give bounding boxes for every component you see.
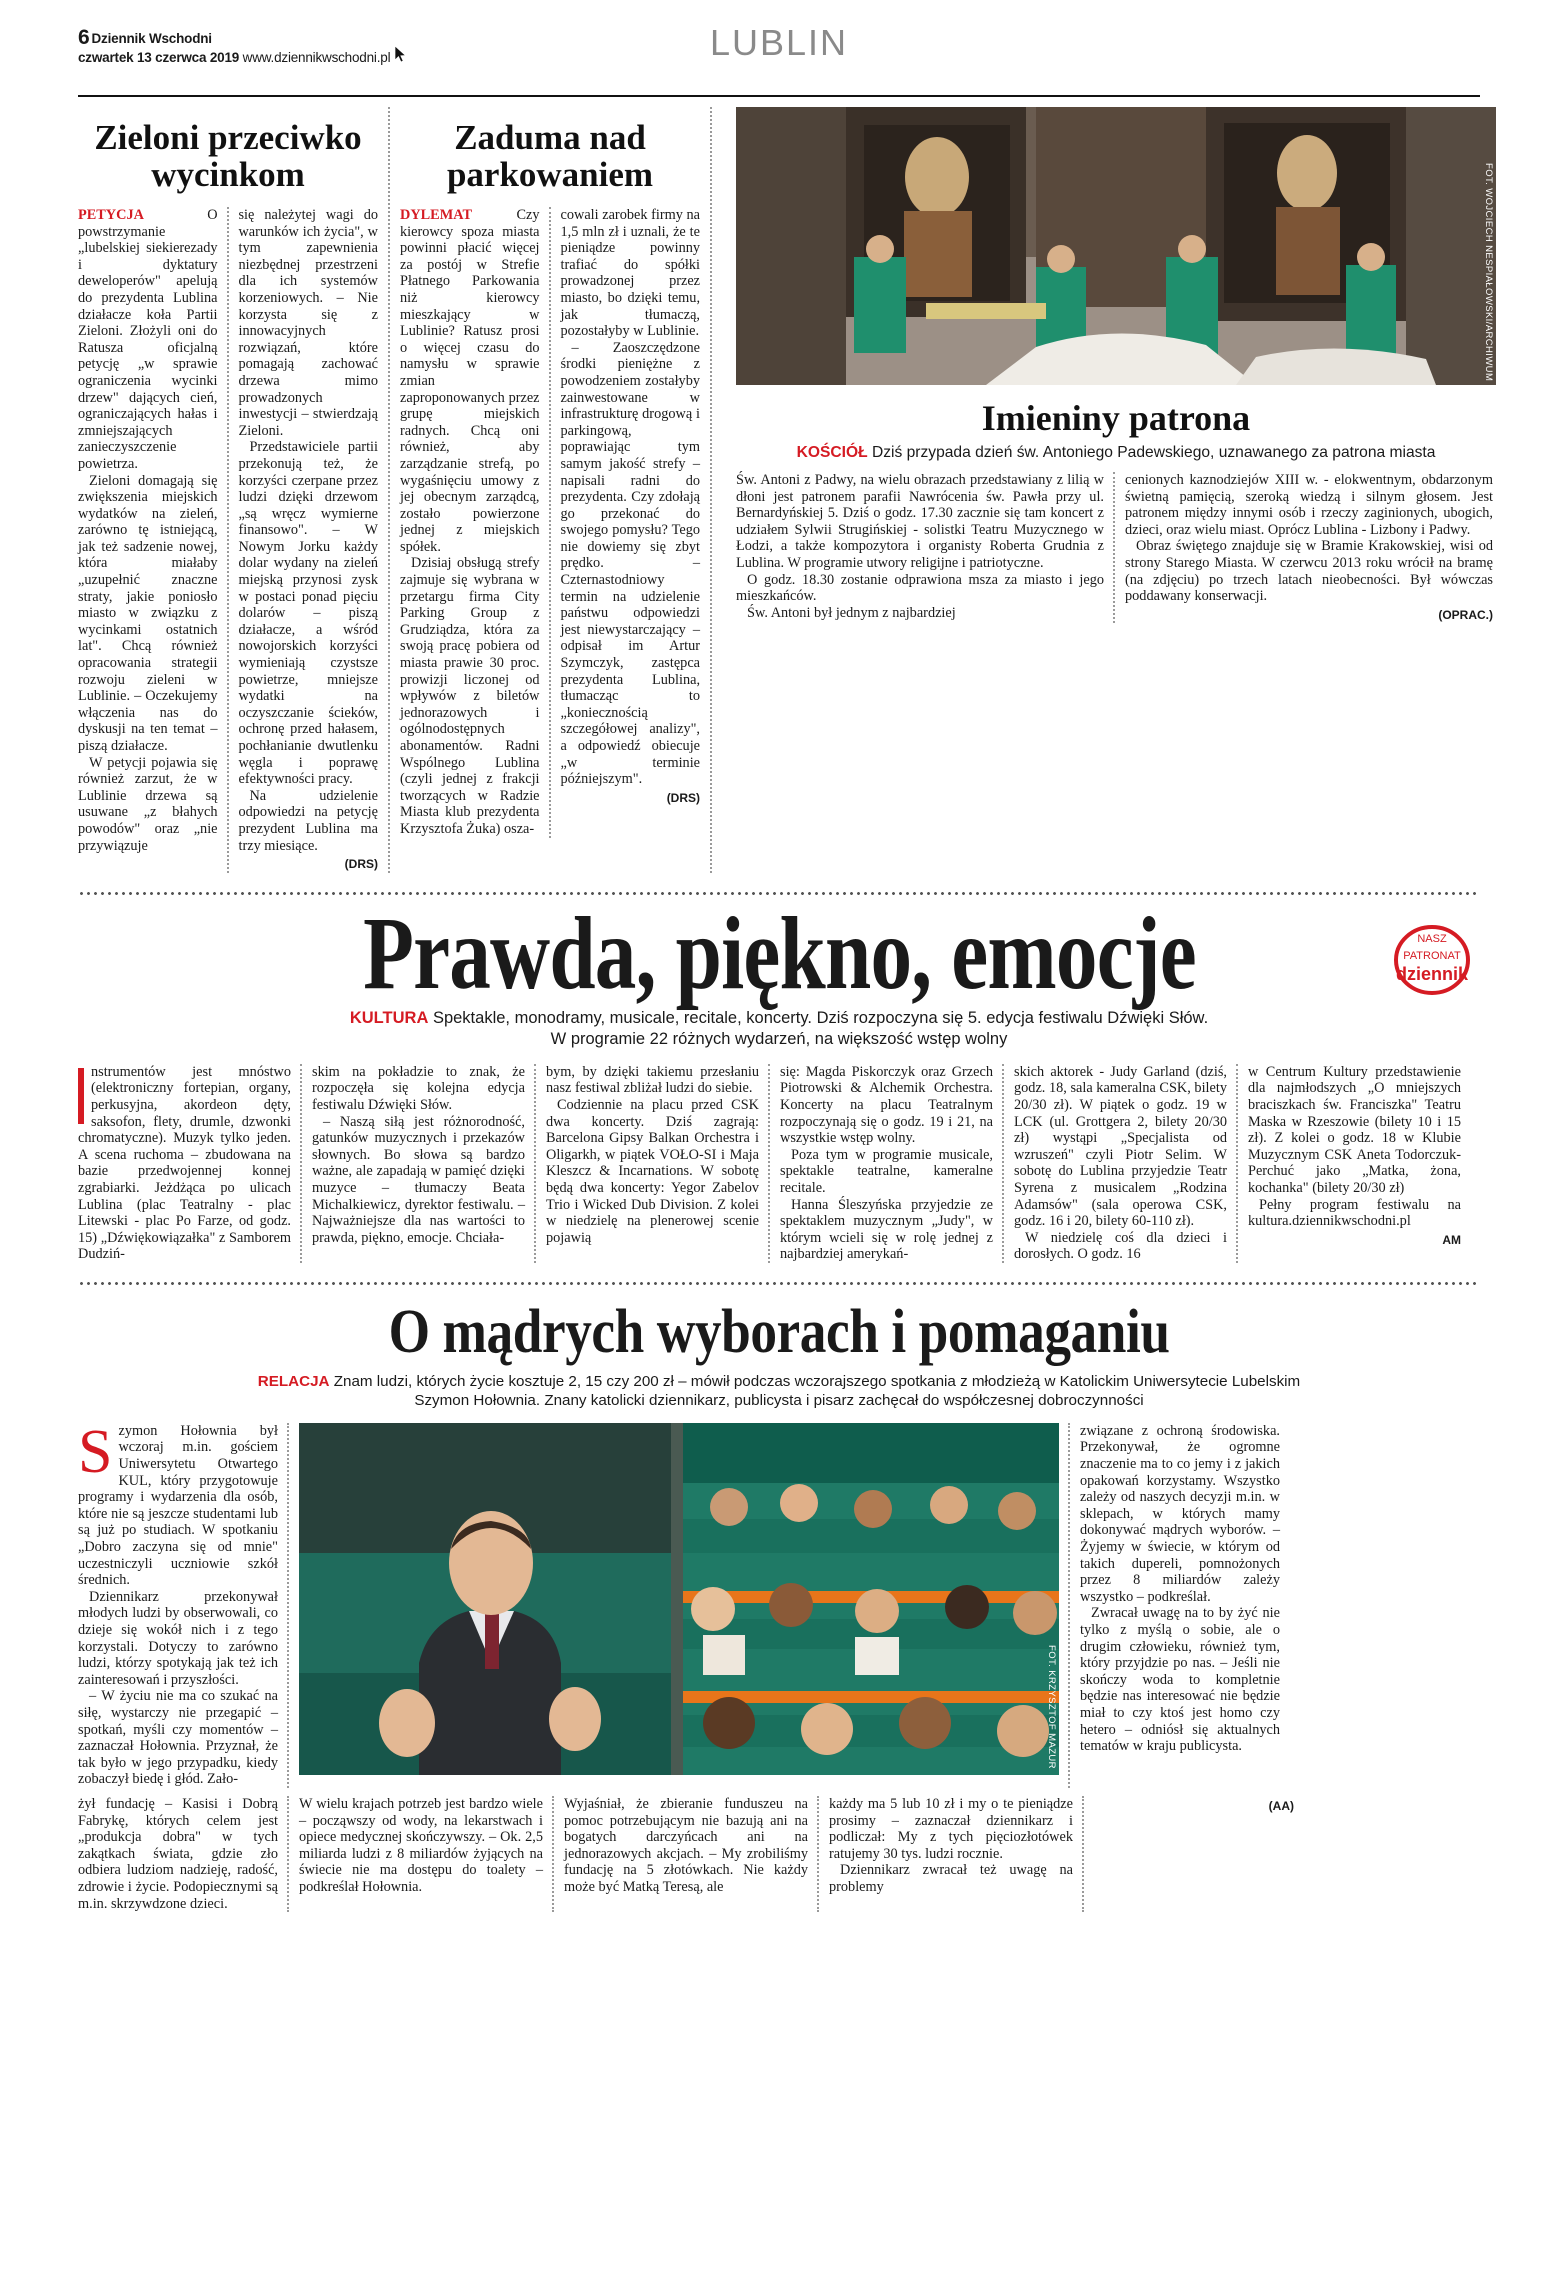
top-article-block <box>78 107 1494 873</box>
article-kicker: KOŚCIÓŁ <box>796 444 868 461</box>
page-number: 6 <box>78 26 90 49</box>
column-divider <box>287 1796 290 1912</box>
paragraph-text: W petycji pojawia się również zarzut, że w Lublinie drzewa są usuwane „z błahych powodów" oraz „nie przywiązuje <box>78 754 218 854</box>
svg-text:dziennik: dziennik <box>1395 963 1469 984</box>
column-divider <box>1068 1423 1071 1788</box>
paragraph-text: Zieloni domagają się zwiększenia miejskich wydatków na zieleń, zarówno tę istniejącą, jak też sadzenie nowej, która miałaby „uzupełnić znaczne straty, jakie poniosło miasto w związku z wycinkami ostatnich lat". Chcą również opracowania strategii rozwoju zieleni w Lublinie. – Oczekujemy włączenia nas do dyskusji na ten temat – piszą działacze. <box>78 472 218 754</box>
feature2-lead <box>78 1372 1480 1411</box>
photo-credit: FOT. WOJCIECH NESPIAŁOWSKI/ARCHIWUM <box>1483 162 1494 381</box>
feature2-column <box>78 1796 278 1912</box>
lead-text: Dziś przypada dzień św. Antoniego Padewskiego, uznawanego za patrona miasta <box>871 444 1436 461</box>
paragraph-text: – Zaoszczędzone środki pieniężne z powodzeniem zostałyby zainwestowane w infrastrukturę drogową i parkingową, poprawiając tym samym jakość strefy – napisali radni do prezydenta. Czy zdołają go przekonać do swojego pomysłu? Tego nie dowiemy się zbyt prędko. – Czternastodniowy termin na udzielenie państwu odpowiedzi jest niewystarczający – odpisał im Artur Szymczyk, zastępca prezydenta Lublina, tłumacząc to „koniecznością szczegółowej analizy", a odpowiedź obiecuje „w terminie późniejszym". <box>560 339 701 788</box>
issue-date: czwartek 13 czerwca 2019 <box>78 49 240 65</box>
feature-column <box>780 1064 993 1263</box>
lead-line-2: Szymon Hołownia. Znany katolicki dziennikarz, publicysta i pisarz zachęcał do współczesnej dobroczynności <box>414 1392 1144 1410</box>
article-kicker: PETYCJA <box>78 207 144 223</box>
column-divider <box>1082 1796 1085 1912</box>
article-headline: Zaduma nad parkowaniem <box>446 118 654 194</box>
feature2-column <box>564 1796 808 1912</box>
paragraph-text: Pełny program festiwalu na kultura.dziennikwschodni.pl <box>1248 1196 1461 1230</box>
paragraph-text: W niedzielę coś dla dzieci i dorosłych. O godz. 16 <box>1014 1229 1227 1263</box>
photo-brama-krakowska <box>736 107 1496 385</box>
masthead-rule <box>78 95 1480 97</box>
article-headline: Zieloni przeciwko wycinkom <box>94 118 362 194</box>
article-column <box>78 207 218 873</box>
svg-text:NASZ: NASZ <box>1417 932 1447 945</box>
column-divider <box>1113 472 1116 623</box>
paragraph-text: Dziennikarz przekonywał młodych ludzi by obserwowali, co dzieje się wokół nich i z tego korzystali. Dotyczy to zarówno ludzi, którzy spotykają jak też ich zainteresowań i przyszłości. <box>78 1588 278 1688</box>
feature-body <box>78 1064 1480 1263</box>
feature2-column <box>78 1417 278 1788</box>
paragraph-text: się należytej wagi do warunków ich życia", w tym zapewnienia niezbędnej przestrzeni dla ich systemów korzeniowych. – Nie korzysta się z innowacyjnych rozwiązań, które pomagają zachować drzewa mimo prowadzonych inwestycji – stwierdzają Zieloni. <box>238 207 378 439</box>
column-divider <box>227 207 230 873</box>
paragraph-text: związane z ochroną środowiska. Przekonywał, że ogromne znaczenie ma to co jemy i z jakich opakowań korzystamy. Wszystko zależy od naszych decyzji m.in. w sklepach, w których mamy dokonywać mądrych wyborów. – Żyjemy w świecie, w którym od takich dupereli, pomnożonych przez 8 miliardów zależy wszystko – podkreślał. <box>1080 1422 1280 1605</box>
lead-line-1: Znam ludzi, których życie kosztuje 2, 15 czy 200 zł – mówił podczas wczorajszego spotkania z młodzieżą w Katolickim Uniwersytecie Lubelskim <box>333 1372 1301 1390</box>
feature2-headline: O mądrych wyborach i pomaganiu <box>388 1297 1170 1366</box>
paragraph-text: Zwracał uwagę na to by żyć nie tylko z myślą o sobie, ale o drugim człowieku, również tym, który przyjdzie po nas. – Jeśli nie skończy woda to kompletnie będzie nas interesować nie będzie miał to czy ktoś jest homo czy hetero – odniósł się aktualnych tematów w kraju publicysta. <box>1080 1605 1280 1755</box>
column-divider <box>710 107 712 873</box>
article-column <box>400 207 540 838</box>
article-signature: (OPRAC.) <box>1438 607 1493 622</box>
feature-headline-block <box>78 895 1480 1011</box>
paragraph-text: się: Magda Piskorczyk oraz Grzech Piotrowski & Alchemik Orchestra. Koncerty na placu Teatralnym rozpoczynają się o godz. 19 i 21, na wszystkie wstęp wolny. <box>780 1063 993 1147</box>
column-divider <box>300 1064 303 1263</box>
paragraph-text: Hanna Śleszyńska przyjedzie ze spektaklem muzycznym „Judy", w którym wcieli się w rolę jednej z najbardziej amerykań- <box>780 1196 993 1263</box>
column-divider <box>534 1064 537 1263</box>
feature2-column <box>299 1796 543 1912</box>
feature-column <box>1014 1064 1227 1263</box>
paragraph-text: O powstrzymanie „lubelskiej siekierezady i dyktatury deweloperów" apelują do prezydenta Lublina działacze koła Partii Zieloni. Złożyli oni do Ratusza oficjalną petycję „w sprawie ograniczenia wycinki drzew" dających cień, ograniczających hałas i zmniejszających zanieczyszczenie powietrza. <box>78 207 218 472</box>
paragraph-text: skich aktorek - Judy Garland (dziś, godz. 18, sala kameralna CSK, bilety 20/30 zł). W piątek o godz. 19 w LCK (ul. Grottgera 2, bilety 20/30 zł) wystąpi „Specjalista od wzruszeń" czyli Piotr Selim. W sobotę do Lublina przyjedzie Teatr Syrena z musicalem „Rodzina Adamsów" (sala operowa CSK, godz. 16 i 20, bilety 60-110 zł). <box>1014 1063 1227 1230</box>
feature-column <box>546 1064 759 1263</box>
paragraph-text: – Naszą siłą jest różnorodność, gatunków muzycznych i przekazów słownych. Bo słowa są bardzo ważne, ale zapadają w pamięć dzięki muzyce – tłumaczy Beata Michalkiewicz, dyrektor festiwalu. –Najważniejsze dla nas wartości to prawda, piękno, emocje. Chciała- <box>312 1113 525 1246</box>
paragraph-text: – W życiu nie ma co szukać na siłę, wystarczy nie przegapić – spotkań, myśli czy momentów – zaznaczał Hołownia. Przyznał, że tak było w jego przypadku, kiedy zobaczył biedę i głód. Zało- <box>78 1688 278 1788</box>
paragraph-text: cenionych kaznodziejów XIII w. - elokwentnym, obdarzonym świetną pamięcią, szeroką wiedzą i silnym głosem. Jest patronem między innymi osób i rzeczy zaginionych, ubogich, dzieci, oraz wielu miast. Oprócz Lublina - Lizbony i Padwy. <box>1125 472 1493 538</box>
paragraph-text: zymon Hołownia był wczoraj m.in. gościem Uniwersytetu Otwartego KUL, który przygotowuje programy i wydarzenia dla osób, które nie są jeszcze studentami lub są już po studiach. W spotkaniu „Dobro zaczyna się od mnie" uczestniczyli uczniowie szkół średnich. <box>78 1422 278 1589</box>
article-column <box>238 207 378 873</box>
section-divider <box>78 887 1480 896</box>
column-divider <box>388 107 390 873</box>
paragraph-text: cowali zarobek firmy na 1,5 mln zł i uznali, że te pieniądze powinny trafiać do spółki prowadzonej przez miasto, bo dzięki temu, jak tłumaczą, pozostałyby w Lublinie. <box>560 207 701 340</box>
feature2-column <box>1094 1796 1294 1912</box>
article-zieloni <box>78 107 378 873</box>
column-divider <box>1002 1064 1005 1263</box>
article-zaduma <box>400 107 700 873</box>
mouse-pointer-icon <box>394 45 408 63</box>
paragraph-text: Św. Antoni był jednym z najbardziej <box>747 604 956 621</box>
column-divider <box>768 1064 771 1263</box>
patronat-badge-icon <box>1390 918 1474 996</box>
paragraph-text: bym, by dzięki takiemu przesłaniu nasz festiwal zbliżał ludzi do siebie. <box>546 1063 759 1097</box>
paragraph-text: żył fundację – Kasisi i Dobrą Fabrykę, których celem jest „produkcja dobra" w tych zakątkach świata, gdzie zło odbiera ludziom nadzieję, radość, zdrowie i życie. Podopiecznymi są m.in. skrzywdzone dzieci. <box>78 1795 278 1912</box>
article-headline: Imieniny patrona <box>981 398 1251 438</box>
article-lead <box>736 443 1496 462</box>
section-divider <box>78 1277 1480 1286</box>
paragraph-text: Św. Antoni z Padwy, na wielu obrazach przedstawiany z lilią w dłoni jest patronem parafii Nawrócenia św. Pawła przy ul. Bernardyńskiej 5. Dziś o godz. 17.30 zacznie się tam koncert z udziałem Sylwii Strugińskiej - solistki Teatru Muzycznego w Łodzi, a także kompozytora i organisty Roberta Grudnia z Lublina. W programie utwory religijne i patriotyczne. <box>736 472 1104 571</box>
photo-pair <box>299 1423 1059 1775</box>
paper-name: Dziennik Wschodni <box>91 31 212 46</box>
article-column <box>561 207 701 838</box>
paragraph-text: skim na pokładzie to znak, że rozpoczęła się kolejna edycja festiwalu Dźwięki Słów. <box>312 1063 525 1113</box>
paragraph-text: w Centrum Kultury przedstawienie dla najmłodszych „O mniejszych braciszkach św. Franciszka" Teatru Maska w Rzeszowie (bilety 10 i 15 zł). Z kolei o godz. 18 w Klubie Muzycznym CSK Aneta Todorczuk-Perchuć jako „Matka, żona, kochanka" (bilety 20/30 zł) <box>1248 1063 1461 1196</box>
column-divider <box>549 207 552 838</box>
article-column <box>1125 472 1493 623</box>
column-divider <box>287 1423 290 1788</box>
column-divider <box>1236 1064 1239 1263</box>
feature2-signature: (AA) <box>1268 1798 1294 1813</box>
feature-column <box>1248 1064 1461 1263</box>
feature-headline: Prawda, piękno, emocje <box>362 895 1196 1011</box>
feature-column <box>78 1064 291 1263</box>
paragraph-text: Przedstawiciele partii przekonują też, że korzyści czerpane przez ludzi dzięki drzewom „są wręcz wymierne finansowo". – W Nowym Jorku każdy dolar wydany na zieleń miejską przynosi zysk w postaci ponad pięciu dolarów – piszą działacze, a wśród nowojorskich korzyści wymieniają czystsze powietrze, mniejsze wydatki na oczyszczanie ścieków, ochronę przed hałasem, pochłanianie dwutlenku węgla i poprawę efektywności pracy. <box>238 439 378 788</box>
paragraph-text: każdy ma 5 lub 10 zł i my o te pieniądze prosimy – zaznaczał dziennikarz i podliczał: My z tych pięciozłotówek ratujemy 30 tys. ludzi rocznie. <box>829 1795 1073 1862</box>
article-imieniny <box>736 107 1496 873</box>
feature2-column <box>829 1796 1073 1912</box>
masthead <box>78 0 1480 88</box>
photo-credit: FOT. KRZYSZTOF MAZUR <box>1046 1644 1057 1769</box>
drop-cap: S <box>78 1417 113 1486</box>
photo-artwork <box>736 107 1496 385</box>
paragraph-text: Codziennie na placu przed CSK dwa koncerty. Dziś zagrają: Barcelona Gipsy Balkan Orchestra i Oligarkh, w piątek VOŁO-SI i Maja Kleszcz & Incarnations. W sobotę będą dwa koncerty: Yegor Zabelov Trio i Wicked Dub Division. Z kolei w niedzielę na plenerowej scenie pojawią <box>546 1096 759 1246</box>
paragraph-text: O godz. 18.30 zostanie odprawiona msza za miasto i jego mieszkańców. <box>736 571 1104 605</box>
paper-url[interactable]: www.dziennikwschodni.pl <box>242 49 391 65</box>
paragraph-text: Dzisiaj obsługą strefy zajmuje się wybrana w przetargu firma City Parking Group z Grudziądza, która za swoją pracę pobiera od miasta prawie 30 proc. prowizji liczonej od wpływów z biletów jednorazowych i ogólnodostępnych abonamentów. Radni Wspólnego Lublina (czyli jednej z frakcji tworzących w Radzie Miasta klub prezydenta Krzysztofa Żuka) osza- <box>400 555 540 837</box>
svg-text:PATRONAT: PATRONAT <box>1403 949 1461 962</box>
feature-kicker: KULTURA <box>349 1008 429 1027</box>
article-column <box>736 472 1104 623</box>
paragraph-text: Obraz świętego znajduje się w Bramie Krakowskiej, wisi od strony Starego Miasta. W czerwcu 2013 roku wrócił na bramę (na zdjęciu) po trzech latach nieobecności. Był wówczas poddawany konserwacji. <box>1125 538 1493 605</box>
feature2-kicker: RELACJA <box>257 1372 330 1390</box>
column-divider <box>552 1796 555 1912</box>
lead-line-1: Spektakle, monodramy, musicale, recitale, koncerty. Dziś rozpoczyna się 5. edycja festiwalu Dźwięki Słów. <box>432 1008 1209 1027</box>
feature2-bottom-columns <box>78 1796 1480 1912</box>
paragraph-text: Wyjaśniał, że zbieranie funduszeu na pomoc potrzebującym nie bazują ani na bogatych darczyńcach ani na jednorazowych akcjach. – My zrobiliśmy fundację na 5 złotówkach. Nie każdy może być Matką Teresą, ale <box>564 1795 808 1895</box>
photo-holownia <box>299 1423 1059 1775</box>
article-signature: (DRS) <box>344 857 378 872</box>
feature2-column <box>1080 1423 1280 1788</box>
feature2-body <box>78 1417 1480 1788</box>
feature2-photo-block <box>299 1423 1059 1788</box>
drop-bar <box>78 1068 84 1124</box>
section-title: LUBLIN <box>709 22 849 63</box>
paragraph-text: Na udzielenie odpowiedzi na petycję prezydent Lublina ma trzy miesiące. <box>238 787 378 854</box>
paragraph-text: nstrumentów jest mnóstwo (elektroniczny fortepian, organy, perkusyjna, akordeon dęty, saksofon, flety, drumle, dzwonki chromatyczne). Muzyk tylko jeden. A scena ruchoma – zbudowana na bazie przedwojennej konnej zgrabiarki. Jeżdżąca po ulicach Lublina (plac Teatralny - plac Litewski - plac Po Farze, od godz. 15) „Dźwiękowiązałka" z Samborem Dudziń- <box>78 1063 291 1263</box>
paragraph-text: Czy kierowcy spoza miasta powinni płacić więcej za postój w Strefie Płatnego Parkowania niż kierowcy mieszkający w Lublinie? Ratusz prosi o więcej czasu do namysłu w sprawie zmian zaproponowanych przez grupę miejskich radnych. Chcą oni również, aby zarządzanie strefą, po wygaśnięciu umowy z jej obecnym zarządcą, zostało powierzone jednej z miejskich spółek. <box>400 207 540 555</box>
paragraph-text: W wielu krajach potrzeb jest bardzo wiele – począwszy od wody, na lekarstwach i opiece medycznej skończywszy. – Ok. 2,5 miliarda ludzi z 8 miliardów żyjących na świecie nie ma dostępu do toalety – podkreślał Hołownia. <box>299 1795 543 1895</box>
feature2-headline-wrap <box>78 1297 1480 1366</box>
lead-line-2: W programie 22 różnych wydarzeń, na większość wstęp wolny <box>550 1029 1008 1048</box>
feature-signature: AM <box>1442 1232 1461 1247</box>
feature-column <box>312 1064 525 1263</box>
article-kicker: DYLEMAT <box>400 207 473 223</box>
paragraph-text: Poza tym w programie musicale, spektakle teatralne, kameralne recitale. <box>780 1146 993 1196</box>
paragraph-text: Dziennikarz zwracał też uwagę na problemy <box>829 1862 1073 1895</box>
column-divider <box>817 1796 820 1912</box>
feature-lead <box>78 1008 1480 1050</box>
article-signature: (DRS) <box>666 790 701 805</box>
